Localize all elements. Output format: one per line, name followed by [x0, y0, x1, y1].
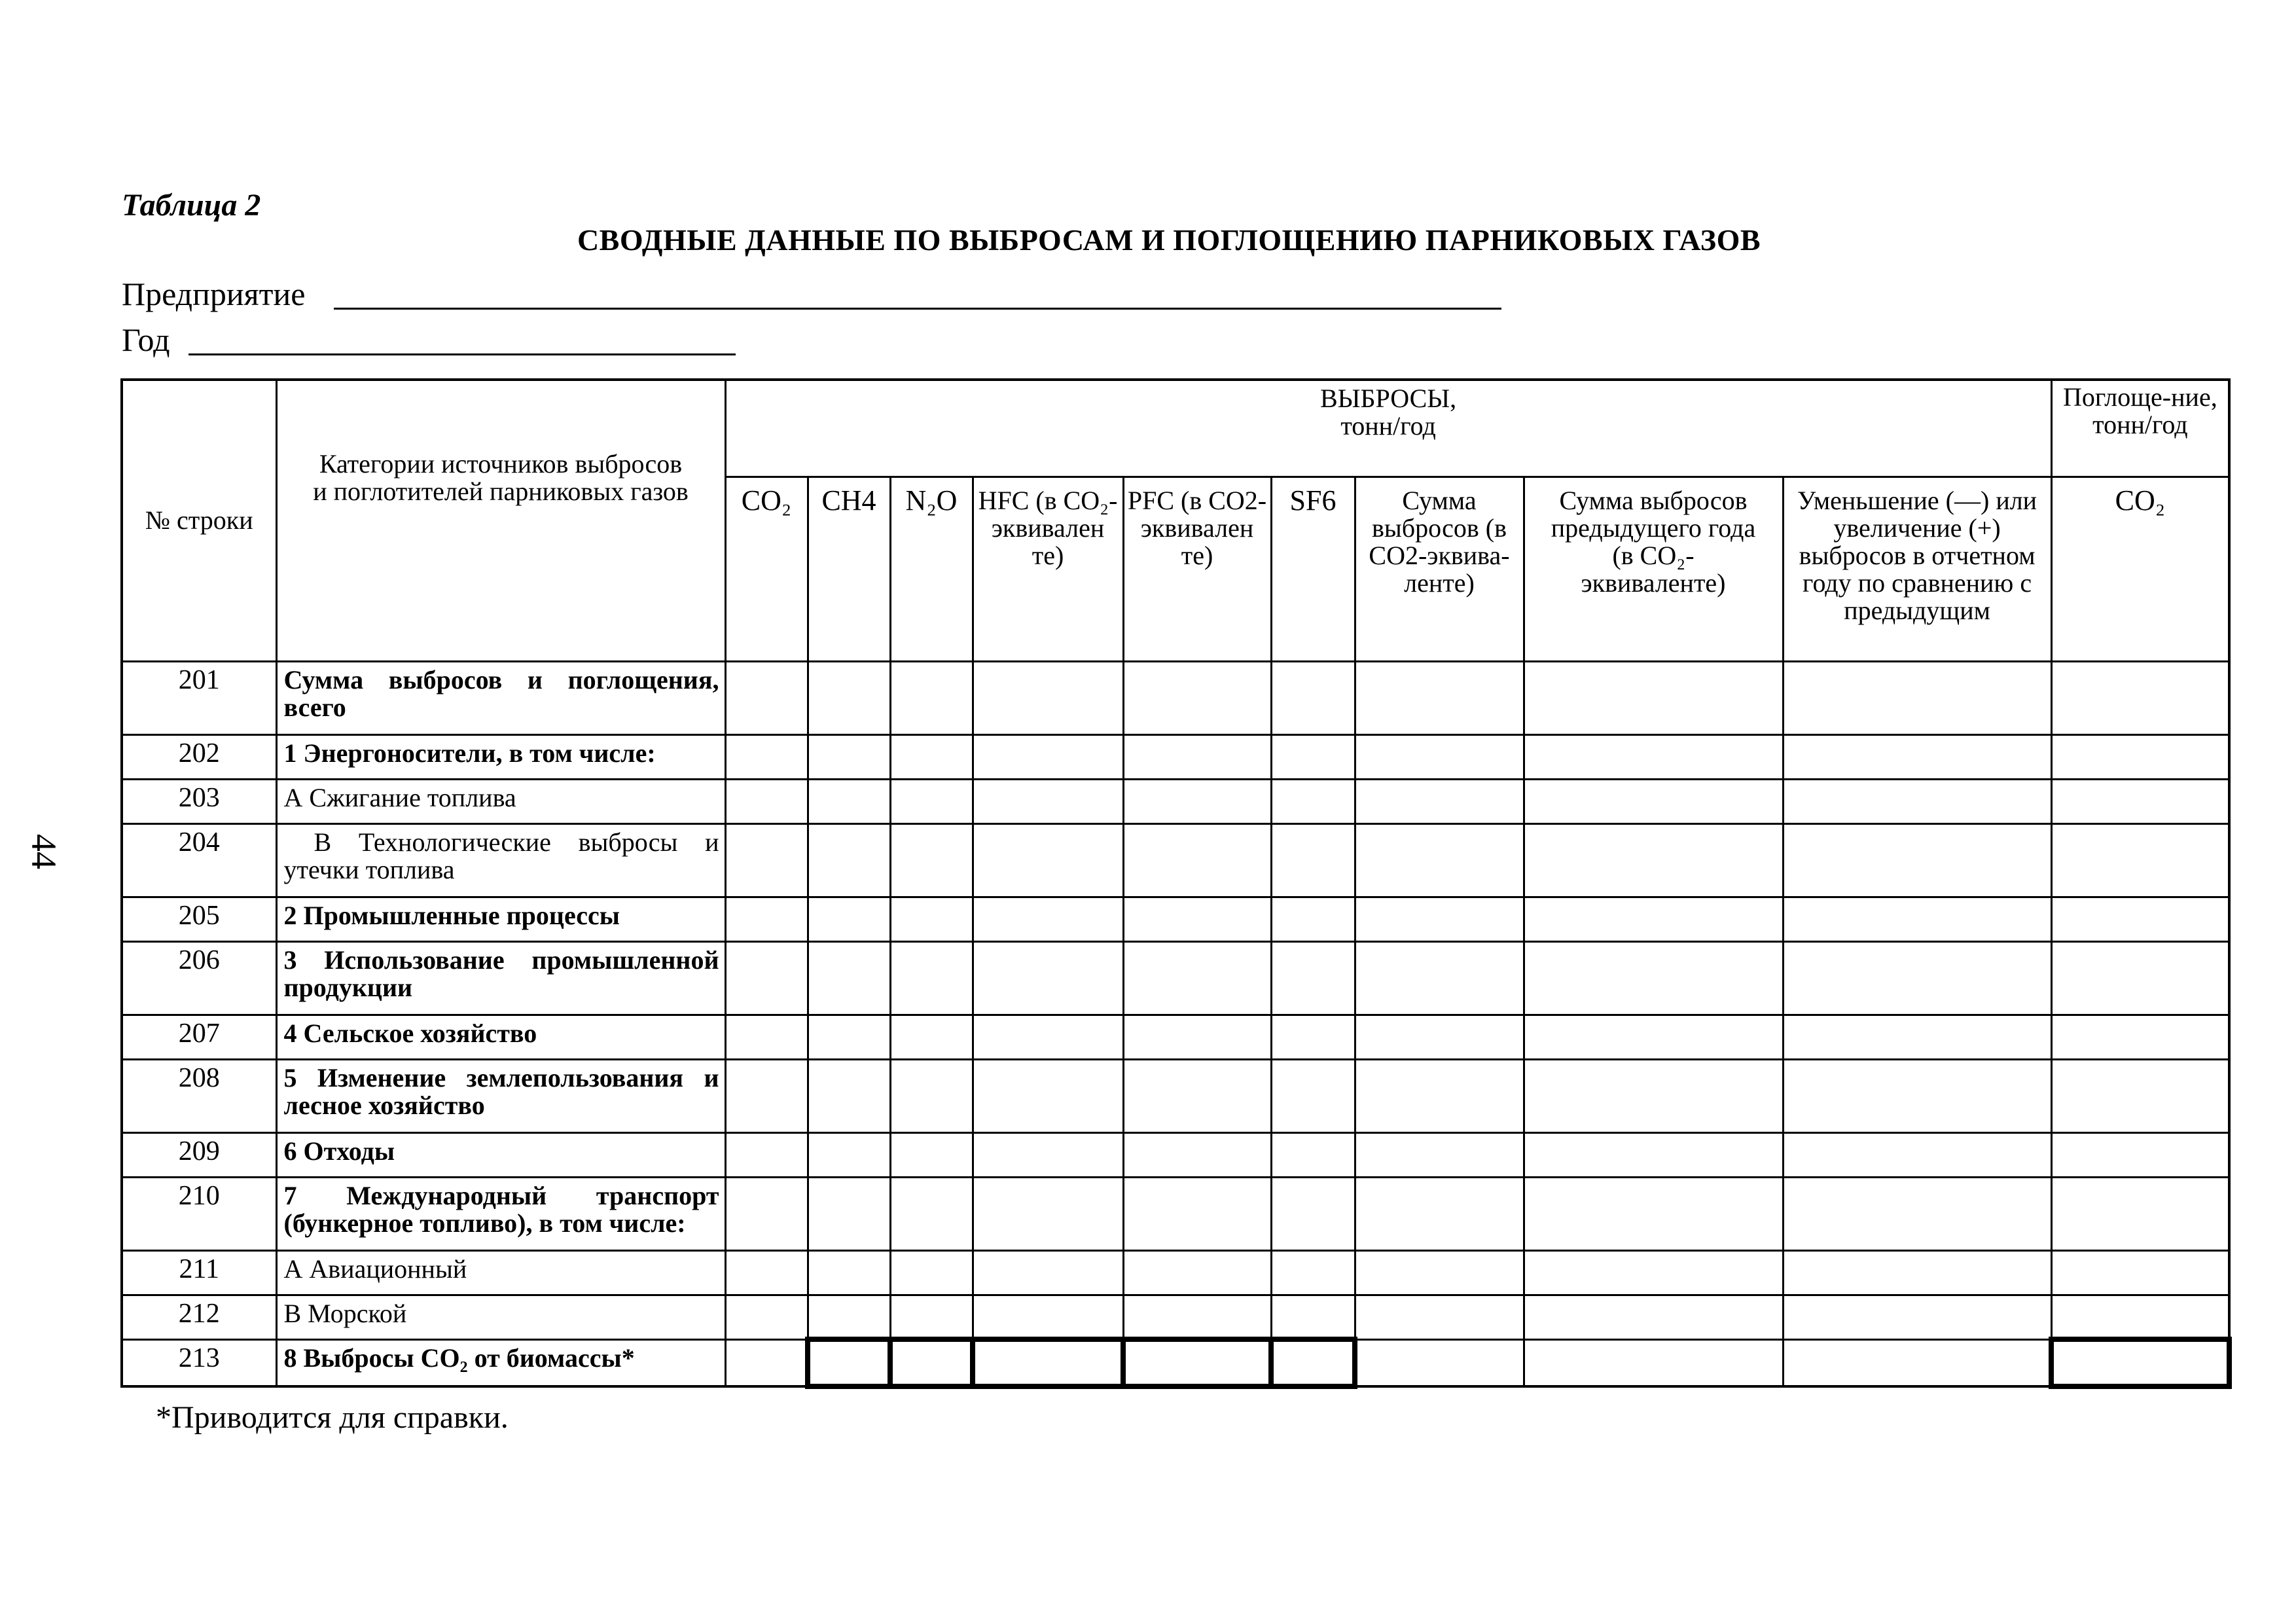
data-cell[interactable] [808, 1059, 890, 1132]
data-cell[interactable] [1783, 1339, 2051, 1386]
row-category: 7 Международный транспорт (бункерное топливо), в том числе: [276, 1177, 725, 1250]
data-cell[interactable] [1271, 1059, 1355, 1132]
data-cell[interactable] [1783, 1177, 2051, 1250]
data-cell[interactable] [1783, 1295, 2051, 1339]
enterprise-input-line[interactable] [334, 308, 1501, 310]
header-n2o: N₂O [890, 477, 973, 661]
data-cell[interactable] [1783, 1132, 2051, 1177]
data-cell[interactable] [890, 779, 973, 823]
row-category: В Морской [276, 1295, 725, 1339]
data-cell[interactable] [1355, 897, 1524, 941]
data-cell[interactable] [1123, 1250, 1271, 1295]
table-row [122, 734, 2229, 779]
data-cell[interactable] [2051, 661, 2229, 734]
table-row [122, 1132, 2229, 1177]
data-cell[interactable] [1524, 1132, 1783, 1177]
row-number: 205 [122, 897, 276, 941]
data-cell-excluded [973, 1339, 1123, 1386]
data-cell[interactable] [890, 1295, 973, 1339]
table-row [122, 823, 2229, 897]
data-cell[interactable] [890, 1250, 973, 1295]
row-number: 208 [122, 1059, 276, 1132]
header-change: Уменьшение (—) или увеличение (+) выбросов в отчетном году по сравнению с предыдущим [1783, 477, 2051, 661]
data-cell[interactable] [1123, 779, 1271, 823]
header-absorption-group: Поглоще-ние, тонн/год [2051, 380, 2229, 477]
data-cell[interactable] [725, 897, 808, 941]
row-number: 203 [122, 779, 276, 823]
data-cell[interactable] [1355, 779, 1524, 823]
data-cell[interactable] [1355, 1177, 1524, 1250]
data-cell[interactable] [973, 1177, 1123, 1250]
year-field [122, 321, 170, 359]
header-co2: CO₂ [725, 477, 808, 661]
row-category: 5 Изменение землепользования и лесное хозяйство [276, 1059, 725, 1132]
data-cell[interactable] [725, 779, 808, 823]
data-cell[interactable] [890, 823, 973, 897]
data-cell-excluded [2051, 1339, 2229, 1386]
data-cell[interactable] [725, 1015, 808, 1059]
table-row [122, 779, 2229, 823]
data-cell[interactable] [725, 1339, 808, 1386]
year-label: Год [122, 321, 170, 358]
data-cell[interactable] [1123, 1059, 1271, 1132]
data-cell[interactable] [1524, 734, 1783, 779]
data-cell[interactable] [1524, 897, 1783, 941]
row-category: А Сжигание топлива [276, 779, 725, 823]
data-cell[interactable] [973, 661, 1123, 734]
data-cell[interactable] [808, 1132, 890, 1177]
row-number: 213 [122, 1339, 276, 1386]
data-cell[interactable] [890, 1059, 973, 1132]
data-cell[interactable] [2051, 1295, 2229, 1339]
row-category: 6 Отходы [276, 1132, 725, 1177]
data-cell[interactable] [1783, 823, 2051, 897]
header-categories: Категории источников выбросов и поглотителей парниковых газов [276, 380, 725, 661]
data-cell[interactable] [1524, 661, 1783, 734]
data-cell[interactable] [1524, 1295, 1783, 1339]
data-cell[interactable] [1355, 661, 1524, 734]
data-cell[interactable] [973, 1132, 1123, 1177]
data-cell[interactable] [1524, 1059, 1783, 1132]
data-cell[interactable] [1524, 941, 1783, 1015]
data-cell[interactable] [973, 1295, 1123, 1339]
data-cell[interactable] [1355, 1295, 1524, 1339]
row-number: 201 [122, 661, 276, 734]
enterprise-field [122, 275, 305, 313]
data-cell[interactable] [1355, 941, 1524, 1015]
header-emissions-title: ВЫБРОСЫ, [1319, 384, 1457, 413]
row-category: 4 Сельское хозяйство [276, 1015, 725, 1059]
data-cell[interactable] [1123, 1295, 1271, 1339]
data-cell[interactable] [725, 1295, 808, 1339]
data-cell[interactable] [808, 1250, 890, 1295]
header-sum-previous: Сумма выбросов предыдущего года (в CO₂-эквиваленте) [1524, 477, 1783, 661]
data-cell[interactable] [2051, 1250, 2229, 1295]
data-cell[interactable] [725, 823, 808, 897]
data-cell[interactable] [1524, 779, 1783, 823]
row-number: 212 [122, 1295, 276, 1339]
data-cell[interactable] [1524, 1015, 1783, 1059]
data-cell[interactable] [1123, 661, 1271, 734]
row-number: 202 [122, 734, 276, 779]
data-cell[interactable] [1271, 941, 1355, 1015]
data-cell[interactable] [1271, 779, 1355, 823]
data-cell[interactable] [808, 1177, 890, 1250]
header-row-number: № строки [122, 380, 276, 661]
data-cell[interactable] [1271, 734, 1355, 779]
data-cell[interactable] [1271, 661, 1355, 734]
data-cell[interactable] [1783, 1250, 2051, 1295]
table-row [122, 1059, 2229, 1132]
row-category: В Технологические выбросы и утечки топлива [276, 823, 725, 897]
data-cell[interactable] [1271, 1015, 1355, 1059]
row-category: 1 Энергоносители, в том числе: [276, 734, 725, 779]
data-cell[interactable] [2051, 1059, 2229, 1132]
row-number: 210 [122, 1177, 276, 1250]
data-cell-excluded [890, 1339, 973, 1386]
data-cell[interactable] [2051, 823, 2229, 897]
data-cell[interactable] [808, 1295, 890, 1339]
table-row [122, 1177, 2229, 1250]
footnote: *Приводится для справки. [156, 1400, 509, 1435]
row-number: 211 [122, 1250, 276, 1295]
header-sum-emissions: Сумма выбросов (в CO2-эквива-ленте) [1355, 477, 1524, 661]
data-cell[interactable] [2051, 941, 2229, 1015]
data-cell[interactable] [2051, 1177, 2229, 1250]
header-emissions-group [725, 380, 2051, 477]
data-cell[interactable] [1355, 734, 1524, 779]
page-number: 44 [24, 834, 63, 869]
data-cell[interactable] [808, 779, 890, 823]
data-cell[interactable] [1123, 734, 1271, 779]
data-cell[interactable] [725, 1177, 808, 1250]
header-pfc: PFC (в CO2-эквивален те) [1123, 477, 1271, 661]
data-cell[interactable] [808, 941, 890, 1015]
table-row [122, 897, 2229, 941]
data-cell[interactable] [1783, 897, 2051, 941]
data-cell[interactable] [2051, 1132, 2229, 1177]
table-row [122, 661, 2229, 734]
data-cell[interactable] [2051, 779, 2229, 823]
data-cell[interactable] [1355, 823, 1524, 897]
table-row [122, 1339, 2229, 1386]
table-label: Таблица 2 [122, 188, 261, 223]
emissions-table [120, 378, 2232, 1389]
header-emissions-unit: тонн/год [1340, 411, 1436, 441]
data-cell[interactable] [1524, 823, 1783, 897]
row-category: Сумма выбросов и поглощения, всего [276, 661, 725, 734]
data-cell[interactable] [1123, 941, 1271, 1015]
data-cell[interactable] [1783, 1059, 2051, 1132]
row-number: 209 [122, 1132, 276, 1177]
data-cell[interactable] [890, 661, 973, 734]
data-cell[interactable] [2051, 734, 2229, 779]
header-ch4: CH4 [808, 477, 890, 661]
data-cell[interactable] [1524, 1250, 1783, 1295]
data-cell[interactable] [890, 1177, 973, 1250]
data-cell[interactable] [890, 734, 973, 779]
page-title: СВОДНЫЕ ДАННЫЕ ПО ВЫБРОСАМ И ПОГЛОЩЕНИЮ ПАРНИКОВЫХ ГАЗОВ [577, 223, 1761, 257]
data-cell[interactable] [725, 734, 808, 779]
data-cell[interactable] [1355, 1059, 1524, 1132]
data-cell[interactable] [1271, 1295, 1355, 1339]
row-category: 2 Промышленные процессы [276, 897, 725, 941]
table-row [122, 1250, 2229, 1295]
data-cell[interactable] [973, 1059, 1123, 1132]
data-cell[interactable] [1271, 823, 1355, 897]
row-number: 204 [122, 823, 276, 897]
data-cell[interactable] [973, 897, 1123, 941]
header-hfc: HFC (в CO₂-эквивален те) [973, 477, 1123, 661]
data-cell[interactable] [1783, 734, 2051, 779]
row-number: 206 [122, 941, 276, 1015]
table-row [122, 941, 2229, 1015]
enterprise-label: Предприятие [122, 276, 306, 312]
data-cell[interactable] [1524, 1339, 1783, 1386]
header-absorption-co2: CO₂ [2051, 477, 2229, 661]
data-cell[interactable] [1355, 1132, 1524, 1177]
data-cell[interactable] [808, 661, 890, 734]
row-number: 207 [122, 1015, 276, 1059]
data-cell[interactable] [725, 941, 808, 1015]
data-cell[interactable] [725, 1059, 808, 1132]
row-category: 3 Использование промышленной продукции [276, 941, 725, 1015]
data-cell[interactable] [1271, 1177, 1355, 1250]
data-cell-excluded [1123, 1339, 1271, 1386]
data-cell[interactable] [1355, 1015, 1524, 1059]
data-cell-excluded [808, 1339, 890, 1386]
data-cell[interactable] [973, 734, 1123, 779]
data-cell[interactable] [1355, 1339, 1524, 1386]
data-cell[interactable] [725, 661, 808, 734]
data-cell[interactable] [1123, 897, 1271, 941]
data-cell[interactable] [808, 734, 890, 779]
data-cell[interactable] [1524, 1177, 1783, 1250]
data-cell[interactable] [1123, 823, 1271, 897]
data-cell[interactable] [2051, 897, 2229, 941]
data-cell-excluded [1271, 1339, 1355, 1386]
data-cell[interactable] [725, 1132, 808, 1177]
data-cell[interactable] [973, 1250, 1123, 1295]
data-cell[interactable] [1271, 1250, 1355, 1295]
data-cell[interactable] [1783, 661, 2051, 734]
data-cell[interactable] [1123, 1132, 1271, 1177]
data-cell[interactable] [1355, 1250, 1524, 1295]
data-cell[interactable] [1783, 941, 2051, 1015]
data-cell[interactable] [890, 1015, 973, 1059]
data-cell[interactable] [1783, 1015, 2051, 1059]
data-cell[interactable] [1783, 779, 2051, 823]
data-cell[interactable] [1271, 897, 1355, 941]
row-category: А Авиационный [276, 1250, 725, 1295]
data-cell[interactable] [973, 779, 1123, 823]
data-cell[interactable] [2051, 1015, 2229, 1059]
data-cell[interactable] [725, 1250, 808, 1295]
year-input-line[interactable] [188, 353, 736, 355]
table-row [122, 1295, 2229, 1339]
data-cell[interactable] [808, 897, 890, 941]
row-category: 8 Выбросы CO₂ от биомассы* [276, 1339, 725, 1386]
data-cell[interactable] [890, 1132, 973, 1177]
table-row [122, 1015, 2229, 1059]
data-cell[interactable] [973, 823, 1123, 897]
data-cell[interactable] [1123, 1015, 1271, 1059]
data-cell[interactable] [808, 1015, 890, 1059]
data-cell[interactable] [808, 823, 890, 897]
data-cell[interactable] [1271, 1132, 1355, 1177]
data-cell[interactable] [1123, 1177, 1271, 1250]
header-sf6: SF6 [1271, 477, 1355, 661]
data-cell[interactable] [973, 941, 1123, 1015]
data-cell[interactable] [890, 941, 973, 1015]
data-cell[interactable] [973, 1015, 1123, 1059]
data-cell[interactable] [890, 897, 973, 941]
